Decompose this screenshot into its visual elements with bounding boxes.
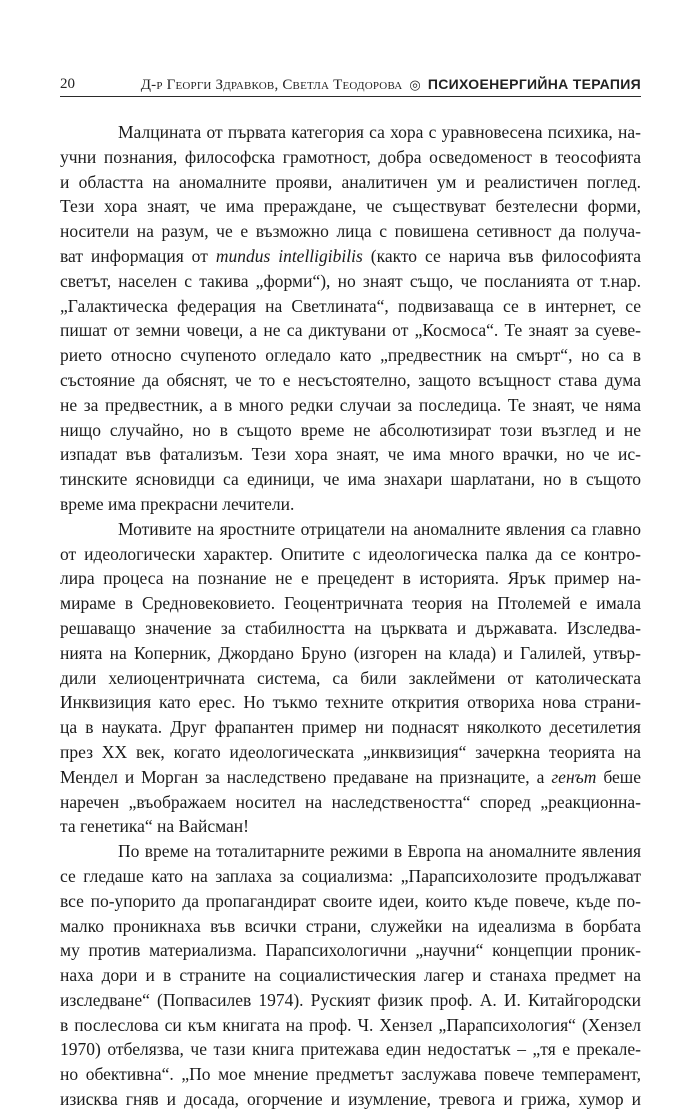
text-line: все по-упорито да пропагандират своите идеи, които къде повече, къде по- bbox=[60, 890, 641, 911]
text-line: се гледаше като на заплаха за социализма: „Парапсихолозите продължават bbox=[60, 865, 641, 886]
text-line: решаващо значение за стабилността на църквата и държавата. Изследва- bbox=[60, 617, 641, 638]
paragraph-3 bbox=[60, 839, 641, 1112]
text-line: та генетика“ на Вайсман! bbox=[60, 816, 250, 837]
text-line: рието относно счупеното огледало като „предвестник на смърт“, но са в bbox=[60, 345, 641, 366]
text-line: ца в науката. Друг фрапантен пример ни поднасят няколкото десетилетия bbox=[60, 717, 641, 738]
text-line: състояние да обяснят, че то е несъстоятелно, защото всъщност става дума bbox=[60, 369, 641, 390]
text-line: му против материализма. Парапсихологични „научни“ концепции проник- bbox=[60, 940, 641, 961]
text-line: Тези хора знаят, че има прераждане, че съществуват безтелесни форми, bbox=[60, 196, 641, 217]
text-line: и областта на аномалните прояви, аналитичен ум и реалистичен поглед. bbox=[60, 171, 641, 192]
page-number: 20 bbox=[60, 76, 75, 92]
text-line: мираме в Средновековието. Геоцентричната теория на Птолемей е имала bbox=[60, 593, 641, 614]
text-line: не за предвестник, а в много редки случаи за последица. Те знаят, че няма bbox=[60, 394, 641, 415]
text-line: наха дори и в страните на социалистическия лагер и станаха предмет на bbox=[60, 965, 641, 986]
text-line-mixed bbox=[60, 765, 641, 790]
book-title: ПСИХОЕНЕРГИЙНА ТЕРАПИЯ bbox=[427, 76, 641, 92]
text-line: нията на Коперник, Джордано Бруно (изгорен на клада) и Галилей, утвър- bbox=[60, 642, 641, 663]
text-line: носители на разум, че е възможно лица с повишена сетивност да получа- bbox=[60, 221, 641, 242]
text-line: изисква гняв и досада, огорчение и изумление, тревога и грижа, хумор и bbox=[60, 1089, 641, 1110]
text-fragment: ват информация от bbox=[60, 245, 208, 266]
italic-term: генът bbox=[551, 766, 597, 787]
body-text bbox=[60, 120, 641, 1112]
text-line: светът, населен с такива „форми“), но знаят също, че посланията от т.нар. bbox=[60, 270, 641, 291]
text-line: наречен „въображаем носител на наследствеността“ според „реакционна- bbox=[60, 791, 641, 812]
text-line: пишат от земни човеци, а не са диктувани от „Космоса“. Те знаят за суеве- bbox=[60, 320, 641, 341]
text-line: изследване“ (Попвасилев 1974). Руският физик проф. А. И. Китайгородски bbox=[60, 989, 641, 1010]
text-line: малко проникнаха във всички страни, служейки на идеализма в борбата bbox=[60, 915, 641, 936]
text-line: По време на тоталитарните режими в Европа на аномалните явления bbox=[118, 841, 641, 862]
separator-icon: ◎ bbox=[409, 77, 421, 92]
text-line: време има прекрасни лечители. bbox=[60, 493, 295, 514]
text-line: дили хелиоцентричната система, са били заклеймени от католическата bbox=[60, 667, 641, 688]
running-head bbox=[141, 74, 641, 95]
text-line: в послеслова си към книгата на проф. Ч. Хензел „Парапсихология“ (Хензел bbox=[60, 1014, 641, 1035]
text-line: „Галактическа федерация на Светлината“, подвизаваща се в интернет, се bbox=[60, 295, 641, 316]
paragraph-1 bbox=[60, 120, 641, 517]
text-line: Малцината от първата категория са хора с уравновесена психика, на- bbox=[118, 122, 641, 142]
latin-term: mundus intelligibilis bbox=[215, 245, 363, 266]
text-line: изпадат във фатализъм. Тези хора знаят, че има много врачки, но че ис- bbox=[60, 444, 641, 465]
text-line: от идеологически характер. Опитите с идеологическа палка да се контро- bbox=[60, 543, 641, 564]
text-line: тинските ясновидци са единици, че има знахари шарлатани, но в същото bbox=[60, 469, 641, 490]
text-line-mixed bbox=[60, 244, 641, 269]
text-line: през XX век, когато идеологическата „инквизиция“ зачеркна теорията на bbox=[60, 741, 641, 762]
text-fragment: (както се нарича във философията bbox=[370, 245, 641, 266]
paragraph-2 bbox=[60, 517, 641, 839]
text-line: Инквизиция като ерес. Но тъкмо техните открития отвориха нова страни- bbox=[60, 692, 641, 713]
text-line: 1970) отбелязва, че тази книга притежава един недостатък – „тя е прекале- bbox=[60, 1039, 641, 1060]
authors: Д-р Георги Здравков, Светла Теодорова bbox=[140, 77, 403, 93]
text-line: Мотивите на яростните отрицатели на аномалните явления са главно bbox=[118, 518, 641, 539]
text-line: учни познания, философска грамотност, добра осведоменост в теософията bbox=[60, 146, 641, 167]
text-line: лира процеса на познание не е прецедент в историята. Ярък пример на- bbox=[60, 568, 641, 589]
text-line: нищо случайно, но в същото време не абсолютизират този възглед и не bbox=[60, 419, 641, 440]
text-line: но обективна“. „По мое мнение предметът заслужава повече темперамент, bbox=[60, 1064, 641, 1085]
text-fragment: Мендел и Морган за наследствено предаване на признаците, а bbox=[60, 766, 545, 787]
text-fragment: беше bbox=[603, 766, 641, 787]
running-header bbox=[60, 74, 641, 97]
